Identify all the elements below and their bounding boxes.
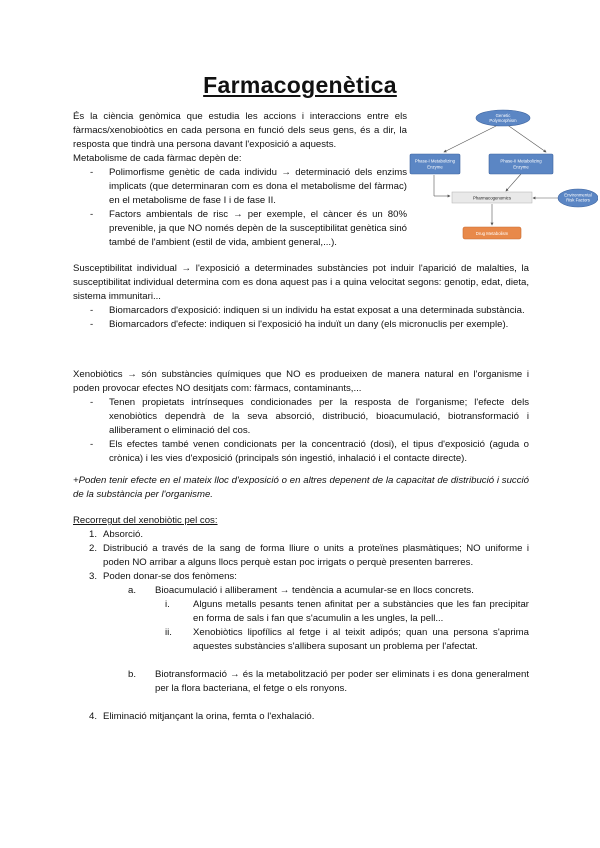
item-roman: i. (165, 599, 170, 610)
list-item (73, 570, 529, 696)
intro-paragraph: És la ciència genòmica que estudia les accions i interaccions entre els fàrmacs/xenobioòtics en cada persona en funció dels seus gens, és a dir, la resposta que tindrà una persona davant l'exposició a aquests. (73, 111, 407, 150)
list-item: - Factors ambientals de risc → per exemple, el càncer és un 80% prevenible, ja que NO només depèn de la susceptibilitat genètica sinó també de l'ambient (estil de vida, ambient general,...). (73, 208, 407, 250)
node-label: Phase-I Metabolizing (414, 158, 456, 164)
item-letter: a. (128, 585, 137, 596)
item-text: Biotransformació → és la metabolització per poder ser eliminats i es dona generalment per la flora bacteriana, el fetge o els ronyons. (155, 669, 529, 694)
item-text: Bioacumulació i alliberament → tendència a acumular-se en llocs concrets. (155, 585, 474, 596)
route-list (73, 528, 529, 724)
item-number: 3. (89, 571, 98, 582)
node-label: Risk Factors (566, 197, 590, 203)
item-text: Distribució a través de la sang de forma lliure o units a proteïnes plasmàtiques; NO uniforme i poden NO arribar a alguns llocs perquè estan poc irrigats o perquè presenten barreres. (103, 543, 529, 568)
node-label: Enzyme (427, 164, 443, 170)
node-label: Polymorphism (489, 117, 517, 123)
node-label: Drug Metabolism (475, 230, 509, 236)
node-label: Environmental (564, 192, 592, 198)
arrow-phase2-center (506, 174, 521, 191)
phenomena-list (103, 584, 529, 696)
item-text: Eliminació mitjançant la orina, femta o l'exhalació. (103, 711, 315, 722)
item-text: Absorció. (103, 529, 143, 540)
item-roman: ii. (165, 627, 172, 638)
xenobiotics-list (73, 396, 529, 466)
node-label: Pharmacogenomics (473, 195, 511, 201)
arrow-top-phase1 (444, 124, 500, 152)
intro-section (73, 110, 407, 250)
item-text: Xenobiòtics lipofílics al fetge i al teixit adipós; quan una persona s'aprima aquestes substàncies s'allibera suposant un problema per l'afectat. (193, 627, 529, 652)
list-item: - Biomarcadors d'exposició: indiquen si un individu ha estat exposat a una determinada substància. (73, 304, 529, 318)
xenobiotics-paragraph: Xenobiòtics → són substàncies químiques que NO es produeixen de manera natural en l'organisme i poden provocar efectes NO desitjats com: fàrmacs, contaminants,... (73, 369, 529, 394)
list-item (133, 626, 529, 654)
biomarkers-list (73, 304, 529, 332)
list-item (73, 528, 529, 542)
list-item: - Polimorfisme genètic de cada individu → determinació dels enzims implicats (que determinaran com es dona el metabolisme del fàrmac) en el metabolisme de fase I i de fase II. (73, 166, 407, 208)
bioaccumulation-list (133, 598, 529, 654)
route-section (73, 514, 529, 724)
list-item (133, 598, 529, 626)
list-item (73, 542, 529, 570)
item-number: 1. (89, 529, 98, 540)
list-item (73, 710, 529, 724)
node-label: Phase-II Metabolizing (500, 158, 542, 164)
list-item: - Els efectes també venen condicionats per la concentració (dosi), el tipus d'exposició (aguda o crònica) i les vies d'exposició (principals són ingestió, inhalació i el contacte directe). (73, 438, 529, 466)
arrow-top-phase2 (506, 124, 546, 152)
susceptibility-section (73, 262, 529, 332)
node-label: Enzyme (513, 164, 529, 170)
note-paragraph: +Poden tenir efecte en el mateix lloc d'exposició o en altres depenent de la capacitat de distribució i succió de la substància per l'organisme. (73, 475, 529, 500)
pharmacogenomics-diagram (408, 108, 598, 243)
susceptibility-paragraph: Susceptibilitat individual → l'exposició a determinades substàncies pot induir l'aparició de malalties, la susceptibilitat individual determina com es dona aquest pas i a quina velocitat segons: genotip, edat, dieta, sistema immunitari... (73, 263, 529, 302)
list-item (103, 668, 529, 696)
diagram-svg (408, 108, 598, 243)
list-item (103, 584, 529, 654)
list-item: - Biomarcadors d'efecte: indiquen si l'exposició ha induït un dany (els micronuclis per exemple). (73, 318, 529, 332)
xenobiotics-section (73, 368, 529, 466)
item-text: Poden donar-se dos fenòmens: (103, 571, 237, 582)
item-number: 2. (89, 543, 98, 554)
route-heading: Recorregut del xenobiòtic pel cos: (73, 515, 218, 526)
item-letter: b. (128, 669, 137, 680)
item-number: 4. (89, 711, 98, 722)
item-text: Alguns metalls pesants tenen afinitat per a substàncies que les fan precipitar en forma de sals i fan que s'acumulin a les ungles, la pell... (193, 599, 529, 624)
list-item: - Tenen propietats intrínseques condicionades per la resposta de l'organisme; l'efecte dels xenobiòtics dependrà de la seva absorció, distribució, bioacumulació, biotransformació i alliberament o eliminació del cos. (73, 396, 529, 438)
node-label: Genetic (495, 112, 511, 118)
metabolism-list (73, 166, 407, 250)
page-title: Farmacogenètica (203, 72, 397, 98)
metabolism-line: Metabolisme de cada fàrmac depèn de: (73, 153, 242, 164)
